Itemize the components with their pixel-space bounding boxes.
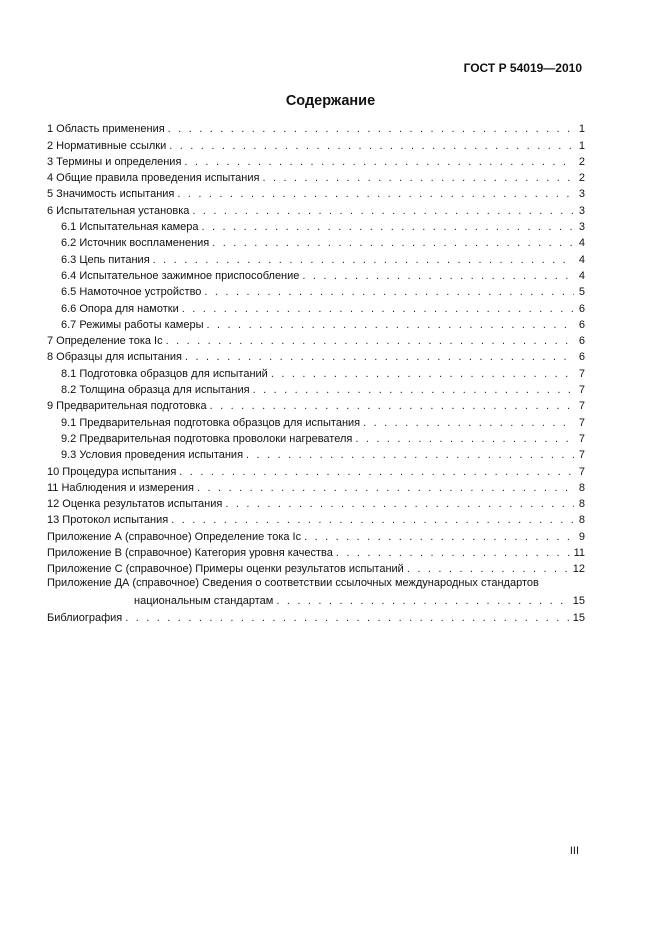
toc-entry[interactable]: [47, 445, 585, 461]
toc-entry[interactable]: [47, 396, 585, 412]
toc-entry-label: 8 Образцы для испытания: [47, 351, 183, 364]
toc-entry-label: 9.1 Предварительная подготовка образцов для испытания: [61, 416, 361, 429]
toc-entry-page: 4: [578, 253, 585, 266]
leader-dots: [177, 188, 574, 200]
toc-entry-page: 2: [578, 172, 585, 185]
toc-entry-label: 11 Наблюдения и измерения: [47, 481, 195, 494]
toc-entry[interactable]: [47, 168, 585, 184]
toc-entry-page: 12: [572, 563, 585, 576]
leader-dots: [407, 563, 570, 575]
toc-entry-label: 2 Нормативные ссылки: [47, 139, 167, 152]
toc-entry-page: 2: [578, 155, 585, 168]
toc-entry-label: 3 Термины и определения: [47, 155, 182, 168]
toc-entry-label-continued: национальным стандартам: [134, 595, 274, 608]
toc-entry[interactable]: [47, 119, 585, 135]
toc-entry-label: 7 Определение тока Iс: [47, 335, 163, 348]
leader-dots: [166, 335, 574, 347]
leader-dots: [168, 123, 574, 135]
toc-entry[interactable]: [47, 233, 585, 249]
toc-entry-page: 15: [572, 611, 585, 624]
toc-entry[interactable]: [47, 331, 585, 347]
leader-dots: [179, 466, 574, 478]
leader-dots: [363, 417, 574, 429]
toc-entry[interactable]: [47, 412, 585, 428]
toc-entry[interactable]: [47, 363, 585, 379]
toc-entry-page: 7: [578, 400, 585, 413]
toc-entry[interactable]: [47, 494, 585, 510]
toc-entry-page: 6: [578, 351, 585, 364]
toc-entry-page: 3: [578, 188, 585, 201]
leader-dots: [197, 482, 574, 494]
toc-entry-label: 6.1 Испытательная камера: [61, 221, 199, 234]
toc-entry-page: 8: [578, 514, 585, 527]
toc-entry[interactable]: [47, 510, 585, 526]
toc-entry[interactable]: [47, 315, 585, 331]
toc-entry-page: 8: [578, 498, 585, 511]
toc-entry-label: 6 Испытательная установка: [47, 204, 190, 217]
toc-entry-page: 6: [578, 318, 585, 331]
toc-entry-page: 9: [578, 530, 585, 543]
leader-dots: [304, 531, 574, 543]
toc-entry-label: 1 Область применения: [47, 123, 165, 136]
leader-dots: [271, 368, 574, 380]
leader-dots: [171, 514, 574, 526]
leader-dots: [185, 351, 574, 363]
toc-entry-page: 7: [578, 384, 585, 397]
toc-entry[interactable]: [47, 478, 585, 494]
toc-entry-label: 6.5 Намоточное устройство: [61, 286, 202, 299]
toc-entry-page: 1: [578, 139, 585, 152]
toc-entry-label: Библиография: [47, 611, 123, 624]
toc-entry[interactable]: [47, 543, 585, 559]
toc-entry-label: Приложение ДА (справочное) Сведения о соответствии ссылочных международных стандартов: [47, 577, 539, 590]
toc-entry[interactable]: [47, 249, 585, 265]
leader-dots: [355, 433, 574, 445]
leader-dots: [184, 156, 574, 168]
toc-entry[interactable]: [47, 135, 585, 151]
toc-entry[interactable]: [47, 282, 585, 298]
toc-entry-label: 6.3 Цепь питания: [61, 253, 150, 266]
toc-entry-page: 6: [578, 335, 585, 348]
toc-entry-label: Приложение В (справочное) Категория уровня качества: [47, 547, 333, 560]
toc-entry[interactable]: [47, 184, 585, 200]
leader-dots: [192, 205, 574, 217]
toc-entry[interactable]: [47, 298, 585, 314]
toc-entry-label: Приложение С (справочное) Примеры оценки результатов испытаний: [47, 563, 404, 576]
toc-entry-page: 3: [578, 221, 585, 234]
leader-dots: [246, 449, 574, 461]
toc-entry-label: 8.1 Подготовка образцов для испытаний: [61, 367, 268, 380]
toc-entry[interactable]: [47, 380, 585, 396]
toc-entry-page: 7: [578, 432, 585, 445]
toc-title: Содержание: [285, 93, 376, 109]
table-of-contents: [47, 119, 585, 624]
toc-entry-label: 6.2 Источник воспламенения: [61, 237, 210, 250]
leader-dots: [253, 384, 574, 396]
toc-entry[interactable]: [47, 461, 585, 477]
toc-entry-page: 7: [578, 465, 585, 478]
toc-entry-page: 7: [578, 367, 585, 380]
toc-entry-label: 12 Оценка результатов испытания: [47, 498, 223, 511]
toc-entry-appendix-da[interactable]: [47, 575, 585, 607]
toc-entry-page: 4: [578, 269, 585, 282]
toc-entry-page: 5: [578, 286, 585, 299]
leader-dots: [153, 254, 574, 266]
toc-entry-label: 6.6 Опора для намотки: [61, 302, 179, 315]
leader-dots: [210, 400, 574, 412]
toc-entry-label: 4 Общие правила проведения испытания: [47, 172, 260, 185]
toc-entry-label: 5 Значимость испытания: [47, 188, 175, 201]
toc-entry-page: 11: [573, 547, 585, 560]
toc-entry-label: 9.2 Предварительная подготовка проволоки нагревателя: [61, 432, 353, 445]
toc-entry[interactable]: [47, 266, 585, 282]
leader-dots: [182, 303, 574, 315]
toc-entry[interactable]: [47, 217, 585, 233]
toc-entry-page: 3: [578, 204, 585, 217]
toc-entry-page: 1: [578, 123, 585, 136]
toc-entry[interactable]: [47, 347, 585, 363]
toc-entry[interactable]: [47, 200, 585, 216]
leader-dots: [336, 547, 571, 559]
toc-entry-page: 15: [572, 595, 585, 608]
page-number: III: [569, 845, 579, 857]
document-code: ГОСТ Р 54019—2010: [463, 61, 582, 75]
toc-entry-page: 7: [578, 416, 585, 429]
toc-entry[interactable]: [47, 559, 585, 575]
leader-dots: [204, 286, 574, 298]
toc-entry-page: 7: [578, 449, 585, 462]
toc-entry-label: 6.4 Испытательное зажимное приспособление: [61, 269, 300, 282]
leader-dots: [125, 612, 570, 624]
leader-dots: [169, 140, 574, 152]
toc-entry[interactable]: [47, 429, 585, 445]
toc-entry-page: 8: [578, 481, 585, 494]
leader-dots: [202, 221, 574, 233]
leader-dots: [225, 498, 574, 510]
toc-entry-page: 4: [578, 237, 585, 250]
toc-entry-label: 6.7 Режимы работы камеры: [61, 318, 204, 331]
toc-entry-label: 9 Предварительная подготовка: [47, 400, 207, 413]
leader-dots: [262, 172, 574, 184]
toc-entry-label: 10 Процедура испытания: [47, 465, 177, 478]
toc-entry[interactable]: [47, 526, 585, 542]
toc-entry-label: 8.2 Толщина образца для испытания: [61, 384, 250, 397]
toc-entry-bibliography[interactable]: [47, 607, 585, 623]
leader-dots: [302, 270, 574, 282]
leader-dots: [207, 319, 574, 331]
leader-dots: [212, 237, 574, 249]
toc-entry-label: Приложение А (справочное) Определение тока Iс: [47, 530, 302, 543]
toc-entry-label: 9.3 Условия проведения испытания: [61, 449, 244, 462]
leader-dots: [276, 595, 569, 607]
toc-entry-page: 6: [578, 302, 585, 315]
toc-entry-label: 13 Протокол испытания: [47, 514, 169, 527]
toc-entry[interactable]: [47, 152, 585, 168]
